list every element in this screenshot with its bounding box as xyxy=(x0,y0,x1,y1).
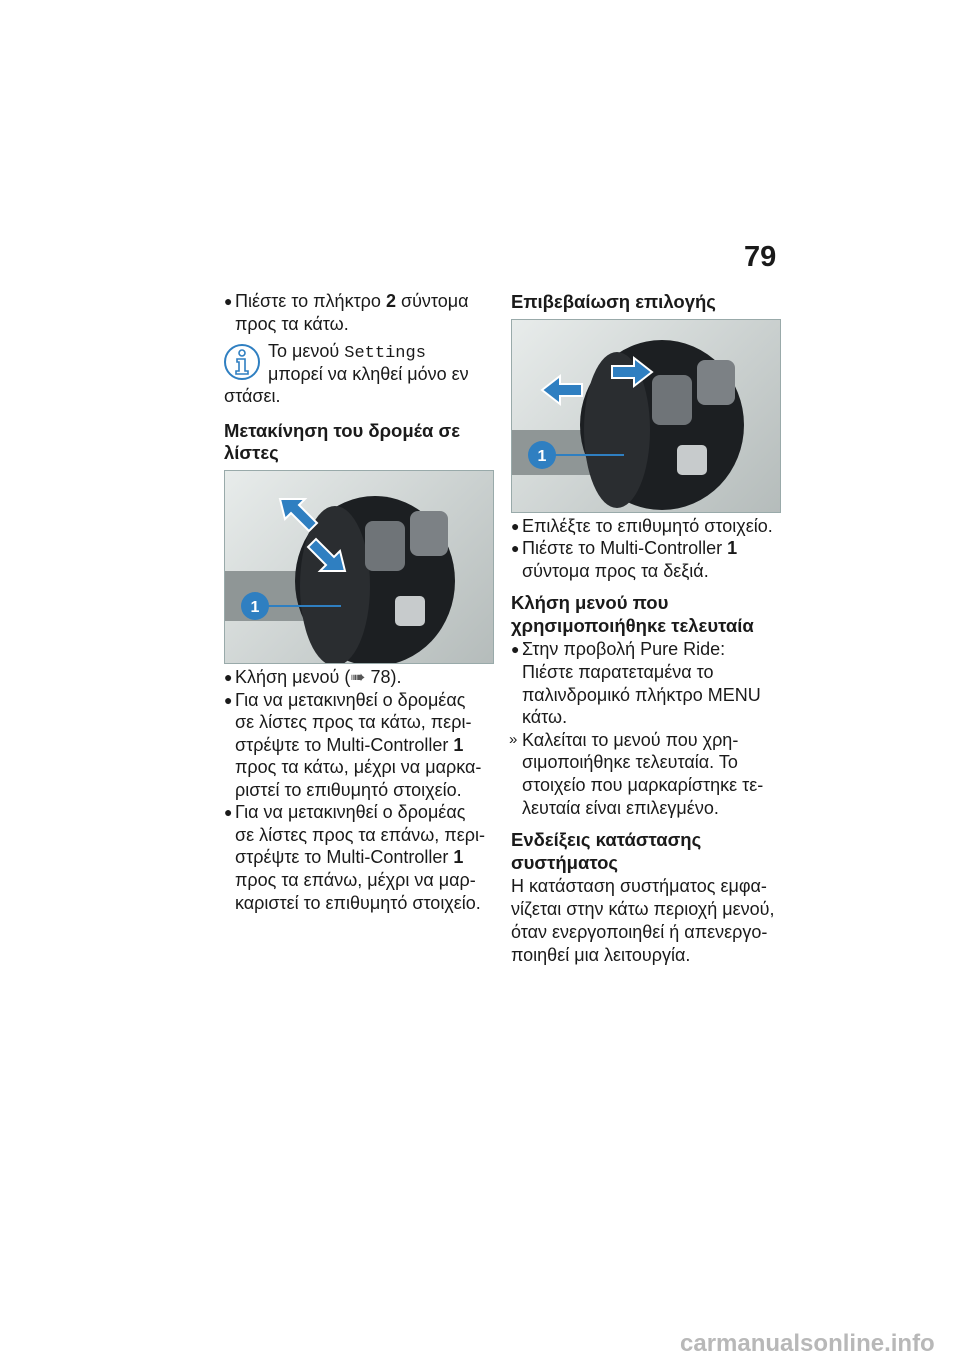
text-line: στρέψτε το Multi-Controller 1 xyxy=(235,735,464,755)
section-heading: χρησιμοποιήθηκε τελευταία xyxy=(511,615,754,636)
page-reference-arrow-icon: ➠ xyxy=(350,667,371,687)
text-line: κάτω. xyxy=(522,707,568,727)
section-heading: Ενδείξεις κατάστασης xyxy=(511,829,702,850)
section-heading: λίστες xyxy=(224,442,279,463)
bullet: ● xyxy=(511,540,520,556)
info-text: στάσει. xyxy=(224,386,281,406)
text-line: προς τα κάτω. xyxy=(235,314,349,334)
watermark: carmanualsonline.info xyxy=(680,1330,935,1357)
section-heading: Επιβεβαίωση επιλογής xyxy=(511,291,716,312)
text-line: Πιέστε παρατεταμένα το xyxy=(522,662,714,682)
figure-label: 1 xyxy=(537,448,547,465)
text-line: ριστεί το επιθυμητό στοιχείο. xyxy=(235,780,462,800)
text-line: Κλήση μενού (➠ 78). xyxy=(235,667,402,687)
handlebar-controls-image xyxy=(511,319,781,513)
text-line: Καλείται το μενού που χρη- xyxy=(522,730,739,750)
section-heading: Κλήση μενού που xyxy=(511,592,669,613)
text-line: Επιλέξτε το επιθυμητό στοιχείο. xyxy=(522,516,773,536)
text-line: σε λίστες προς τα κάτω, περι- xyxy=(235,712,472,732)
text-line: προς τα κάτω, μέχρι να μαρκα- xyxy=(235,757,482,777)
text-line: προς τα επάνω, μέχρι να μαρ- xyxy=(235,870,476,890)
bullet: ● xyxy=(224,293,233,309)
text-line: καριστεί το επιθυμητό στοιχείο. xyxy=(235,893,481,913)
bullet: ● xyxy=(224,804,233,820)
text-line: Για να μετακινηθεί ο δρομέας xyxy=(235,802,466,822)
text-line: ποιηθεί μια λειτουργία. xyxy=(511,945,691,965)
text-line: παλινδρομικό πλήκτρο MENU xyxy=(522,685,761,705)
text-line: Για να μετακινηθεί ο δρομέας xyxy=(235,690,466,710)
text-line: σύντομα προς τα δεξιά. xyxy=(522,561,709,581)
bullet: ● xyxy=(224,669,233,685)
info-text: μπορεί να κληθεί μόνο εν xyxy=(268,364,469,384)
info-text: Το μενού Settings xyxy=(268,341,426,363)
bullet: ● xyxy=(224,692,233,708)
text-line: όταν ενεργοποιηθεί ή απενεργο- xyxy=(511,922,768,942)
bullet: ● xyxy=(511,641,520,657)
page-reference-link[interactable]: 78). xyxy=(370,667,402,687)
text-line: σιμοποιήθηκε τελευταία. Το xyxy=(522,752,738,772)
text-line: στρέψτε το Multi-Controller 1 xyxy=(235,847,464,867)
text-line: στοιχείο που μαρκαρίστηκε τε- xyxy=(522,775,764,795)
text-line: σε λίστες προς τα επάνω, περι- xyxy=(235,825,485,845)
section-heading: συστήματος xyxy=(511,852,618,873)
handlebar-controls-image xyxy=(224,470,494,664)
text-line: Πιέστε το Multi-Controller 1 xyxy=(522,538,738,558)
info-icon xyxy=(223,343,263,383)
section-heading: Μετακίνηση του δρομέα σε xyxy=(224,420,460,441)
page-number: 79 xyxy=(744,241,777,273)
text-line: νίζεται στην κάτω περιοχή μενού, xyxy=(511,899,775,919)
figure-label: 1 xyxy=(250,599,260,616)
text-line: Στην προβολή Pure Ride: xyxy=(522,639,726,659)
bullet: ● xyxy=(511,518,520,534)
text-line: Πιέστε το πλήκτρο 2 σύντομα xyxy=(235,291,469,311)
text-line: λευταία είναι επιλεγμένο. xyxy=(522,798,719,818)
result-marker-icon: » xyxy=(509,731,518,748)
text-line: Η κατάσταση συστήματος εμφα- xyxy=(511,876,767,896)
